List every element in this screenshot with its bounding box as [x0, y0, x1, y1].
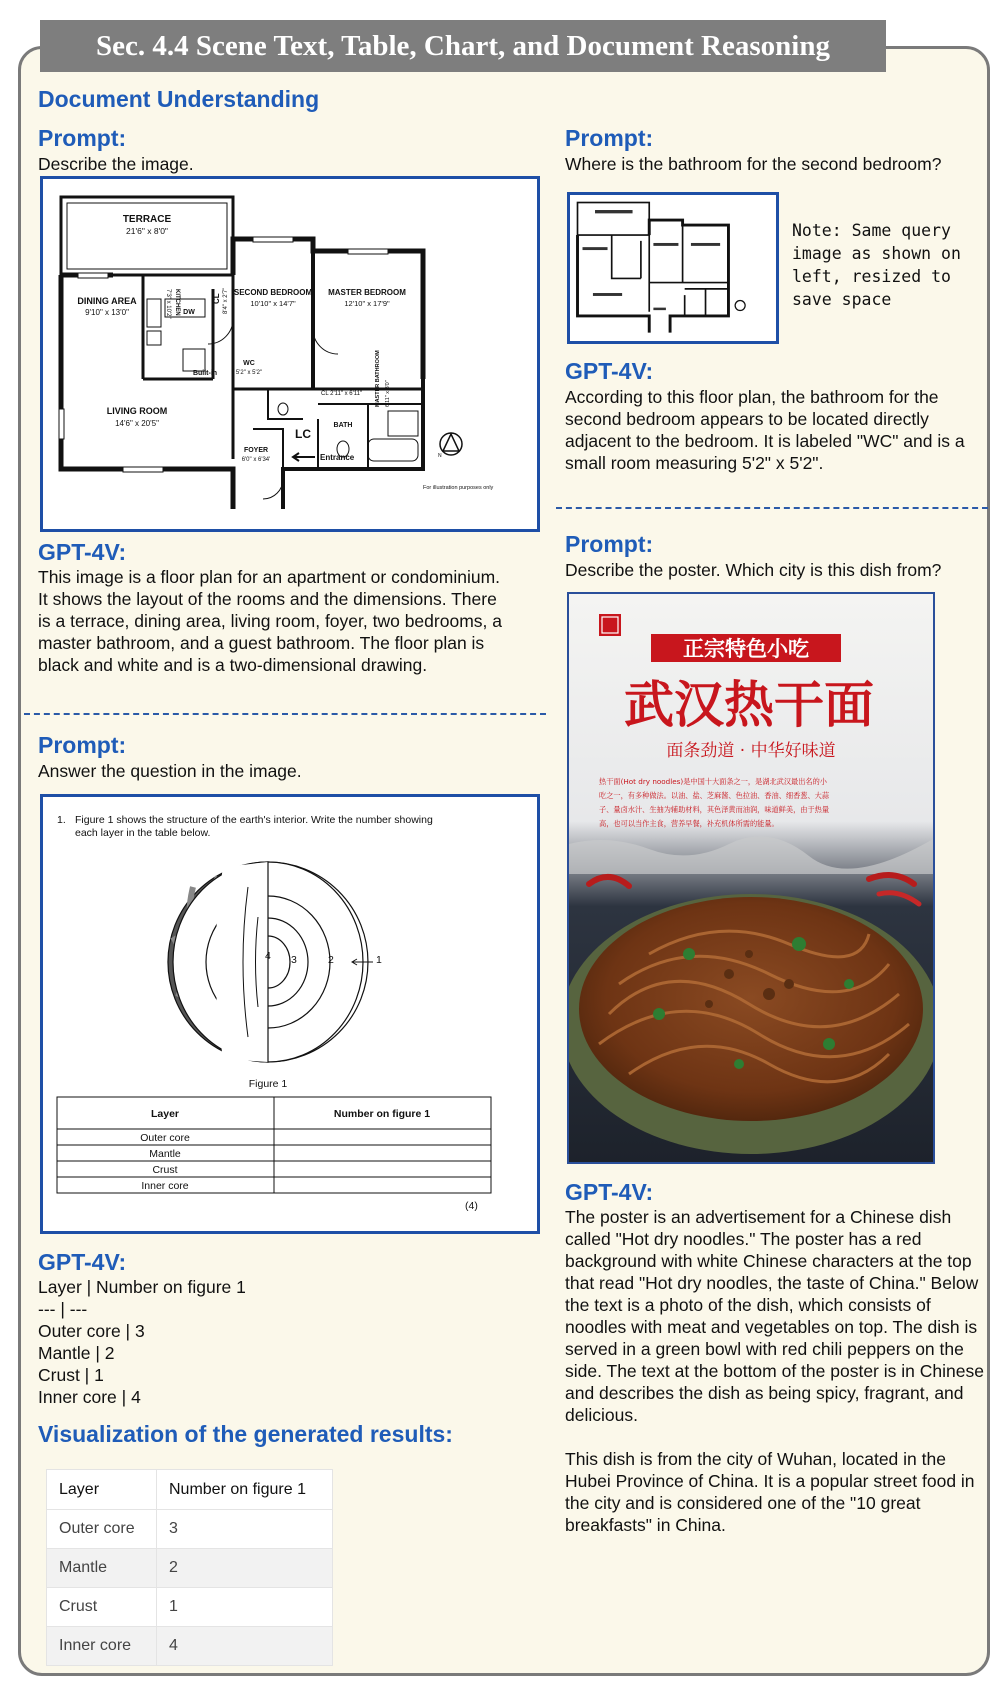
fp-terrace-dim: 21'6" x 8'0": [126, 226, 168, 236]
ws-layer-1: 1: [376, 954, 382, 966]
ws-question-1: Figure 1 shows the structure of the earth's interior. Write the number showing: [75, 814, 433, 826]
cell-number: 1: [157, 1588, 333, 1627]
visualization-title: Visualization of the generated results:: [38, 1421, 453, 1447]
fp-lc: LC: [295, 427, 311, 441]
fp-master: MASTER BEDROOM: [328, 288, 406, 297]
table-row: [47, 1627, 333, 1666]
answer-line: Crust | 1: [38, 1365, 104, 1385]
fp-wc-dim: 5'2" x 5'2": [235, 370, 263, 376]
gpt4v-answer: This image is a floor plan for an apartment or condominium. It shows the layout of the rooms and the dimensions. There is a terrace, dining area, living room, foyer, two bedrooms, a master bathroom, and a guest bathroom. The floor plan is black and white and is a two-dimensional drawing.: [38, 567, 502, 675]
fp-entrance: Entrance: [320, 453, 355, 462]
cell-layer: Mantle: [47, 1549, 157, 1588]
poster-body-line: 高，也可以当作主食，营养早餐，补充机体所需的能量。: [599, 819, 779, 828]
ws-row-4: Inner core: [141, 1180, 189, 1192]
answer-line: Inner core | 4: [38, 1387, 141, 1407]
gpt4v-label: GPT-4V:: [38, 1249, 127, 1275]
poster-banner: 正宗特色小吃: [683, 636, 809, 661]
prompt-text: Where is the bathroom for the second bedroom?: [565, 154, 942, 174]
fp-foyer: FOYER: [243, 447, 269, 454]
fp-foyer-dim: 6'0" x 6'34': [241, 457, 271, 463]
floorplan-drawing: [43, 179, 537, 529]
ws-th-layer: Layer: [150, 1108, 180, 1120]
fp-dw: DW: [183, 309, 195, 316]
fp-kitchen: KITCHEN: [174, 289, 180, 316]
floorplan-thumbnail-drawing: [570, 195, 776, 341]
section-title: Document Understanding: [38, 86, 320, 112]
fp-living-dim: 14'6" x 20'5": [115, 419, 159, 428]
ws-marks: (4): [465, 1200, 478, 1212]
cell-number: 2: [157, 1549, 333, 1588]
divider: [556, 507, 988, 509]
note-line: left, resized to: [792, 267, 951, 286]
food-poster-drawing: [569, 594, 933, 1162]
cell-layer: Inner core: [47, 1627, 157, 1666]
poster-body-line: 热干面(Hot dry noodles)是中国十大面条之一，是湖北武汉最出名的小: [599, 777, 827, 786]
gpt4v-answer: This dish is from the city of Wuhan, located in the Hubei Province of China. It is a popular street food in the city and is considered one of the "10 great breakfasts" in China.: [565, 1449, 975, 1535]
answer-line: Mantle | 2: [38, 1343, 115, 1363]
ws-layer-3: 3: [291, 954, 297, 966]
fp-bath: BATH: [333, 422, 353, 429]
fp-cl1-dim: 8'4" x 2'7": [223, 287, 229, 314]
note-line: image as shown on: [792, 244, 961, 263]
poster-title: 武汉热干面: [624, 675, 874, 734]
fp-master-bath-dim: 6'11" x 8'0": [385, 380, 391, 407]
floorplan-image: [40, 176, 540, 532]
gpt4v-label: GPT-4V:: [565, 1179, 654, 1205]
answer-line: --- | ---: [38, 1299, 88, 1319]
note-line: Note: Same query: [792, 221, 951, 240]
ws-row-2: Mantle: [149, 1148, 181, 1160]
fp-master-bath: MASTER BATHROOM: [375, 350, 381, 407]
cell-layer: Crust: [47, 1588, 157, 1627]
divider: [24, 713, 546, 715]
cell-number: 4: [157, 1627, 333, 1666]
ws-caption: Figure 1: [248, 1078, 288, 1090]
fp-dining-dim: 9'10" x 13'0": [85, 308, 129, 317]
table-row: [47, 1510, 333, 1549]
fp-disclaimer: For illustration purposes only: [423, 485, 494, 491]
ws-layer-2: 2: [328, 954, 334, 966]
note-line: save space: [792, 290, 892, 309]
ws-th-number: Number on figure 1: [333, 1108, 431, 1120]
fp-second-dim: 10'10" x 14'7": [250, 299, 296, 308]
fp-master-dim: 12'10" x 17'9": [344, 299, 390, 308]
poster-body-line: 吃之一，有多种做法。以油、盐、芝麻酱、色拉油、香油、细香葱、大蒜: [599, 791, 830, 800]
poster-subtitle: 面条劲道 · 中华好味道: [666, 741, 836, 761]
prompt-text: Describe the poster. Which city is this dish from?: [565, 560, 942, 580]
ws-qnum: 1.: [57, 814, 66, 826]
ws-question-2: each layer in the table below.: [75, 827, 211, 839]
answer-line: Outer core | 3: [38, 1321, 145, 1341]
floorplan-thumbnail: [567, 192, 779, 344]
fp-builtin: Built-in: [192, 370, 218, 377]
section-banner: Sec. 4.4 Scene Text, Table, Chart, and Document Reasoning: [40, 20, 886, 72]
th-number: Number on figure 1: [157, 1470, 333, 1510]
fp-terrace: TERRACE: [122, 214, 172, 225]
gpt4v-answer: According to this floor plan, the bathroom for the second bedroom appears to be located directly adjacent to the bedroom. It is labeled "WC" and is a small room measuring 5'2" x 5'2".: [565, 387, 965, 473]
fp-living: LIVING ROOM: [106, 406, 168, 416]
ws-row-1: Outer core: [140, 1132, 190, 1144]
cell-layer: Outer core: [47, 1510, 157, 1549]
table-header-row: [47, 1470, 333, 1510]
fp-compass: N: [438, 453, 442, 459]
gpt4v-answer: The poster is an advertisement for a Chinese dish called "Hot dry noodles." The poster has a red background with white Chinese characters at the top that read "Hot dry noodles, the taste of China." Below the text is a photo of the dish, which consists of noodles with meat and vegetables on top. The dish is served in a green bowl with red chili peppers on the side. The text at the bottom of the poster is in Chinese and describes the dish as being spicy, fragrant, and delicious.: [565, 1207, 984, 1425]
prompt-text: Describe the image.: [38, 154, 194, 174]
earth-worksheet-image: [40, 794, 540, 1234]
prompt-label: Prompt:: [38, 732, 127, 758]
earth-worksheet-drawing: [43, 797, 537, 1231]
ws-layer-4: 4: [265, 950, 271, 962]
prompt-label: Prompt:: [38, 125, 127, 151]
prompt-text: Answer the question in the image.: [38, 761, 302, 781]
gpt4v-label: GPT-4V:: [565, 358, 654, 384]
poster-body-line: 子、量卤水汁、生抽为辅助材料，其色泽黄而油润，味道鲜美，由于热量: [599, 805, 830, 814]
cell-number: 3: [157, 1510, 333, 1549]
table-row: [47, 1549, 333, 1588]
food-poster-image: [567, 592, 935, 1164]
prompt-label: Prompt:: [565, 125, 654, 151]
table-row: [47, 1588, 333, 1627]
fp-cl2: CL 2'11" x 6'11": [321, 391, 363, 397]
ws-row-3: Crust: [152, 1164, 178, 1176]
fp-kitchen-dim: 7'3" x 10'2": [165, 289, 171, 319]
th-layer: Layer: [47, 1470, 157, 1510]
fp-cl1: CL: [212, 293, 221, 304]
fp-second: SECOND BEDROOM: [233, 288, 313, 297]
prompt-label: Prompt:: [565, 531, 654, 557]
gpt4v-label: GPT-4V:: [38, 539, 127, 565]
results-table: [46, 1469, 333, 1666]
fp-dining: DINING AREA: [77, 296, 137, 306]
fp-wc: WC: [243, 360, 255, 367]
answer-line: Layer | Number on figure 1: [38, 1277, 246, 1297]
